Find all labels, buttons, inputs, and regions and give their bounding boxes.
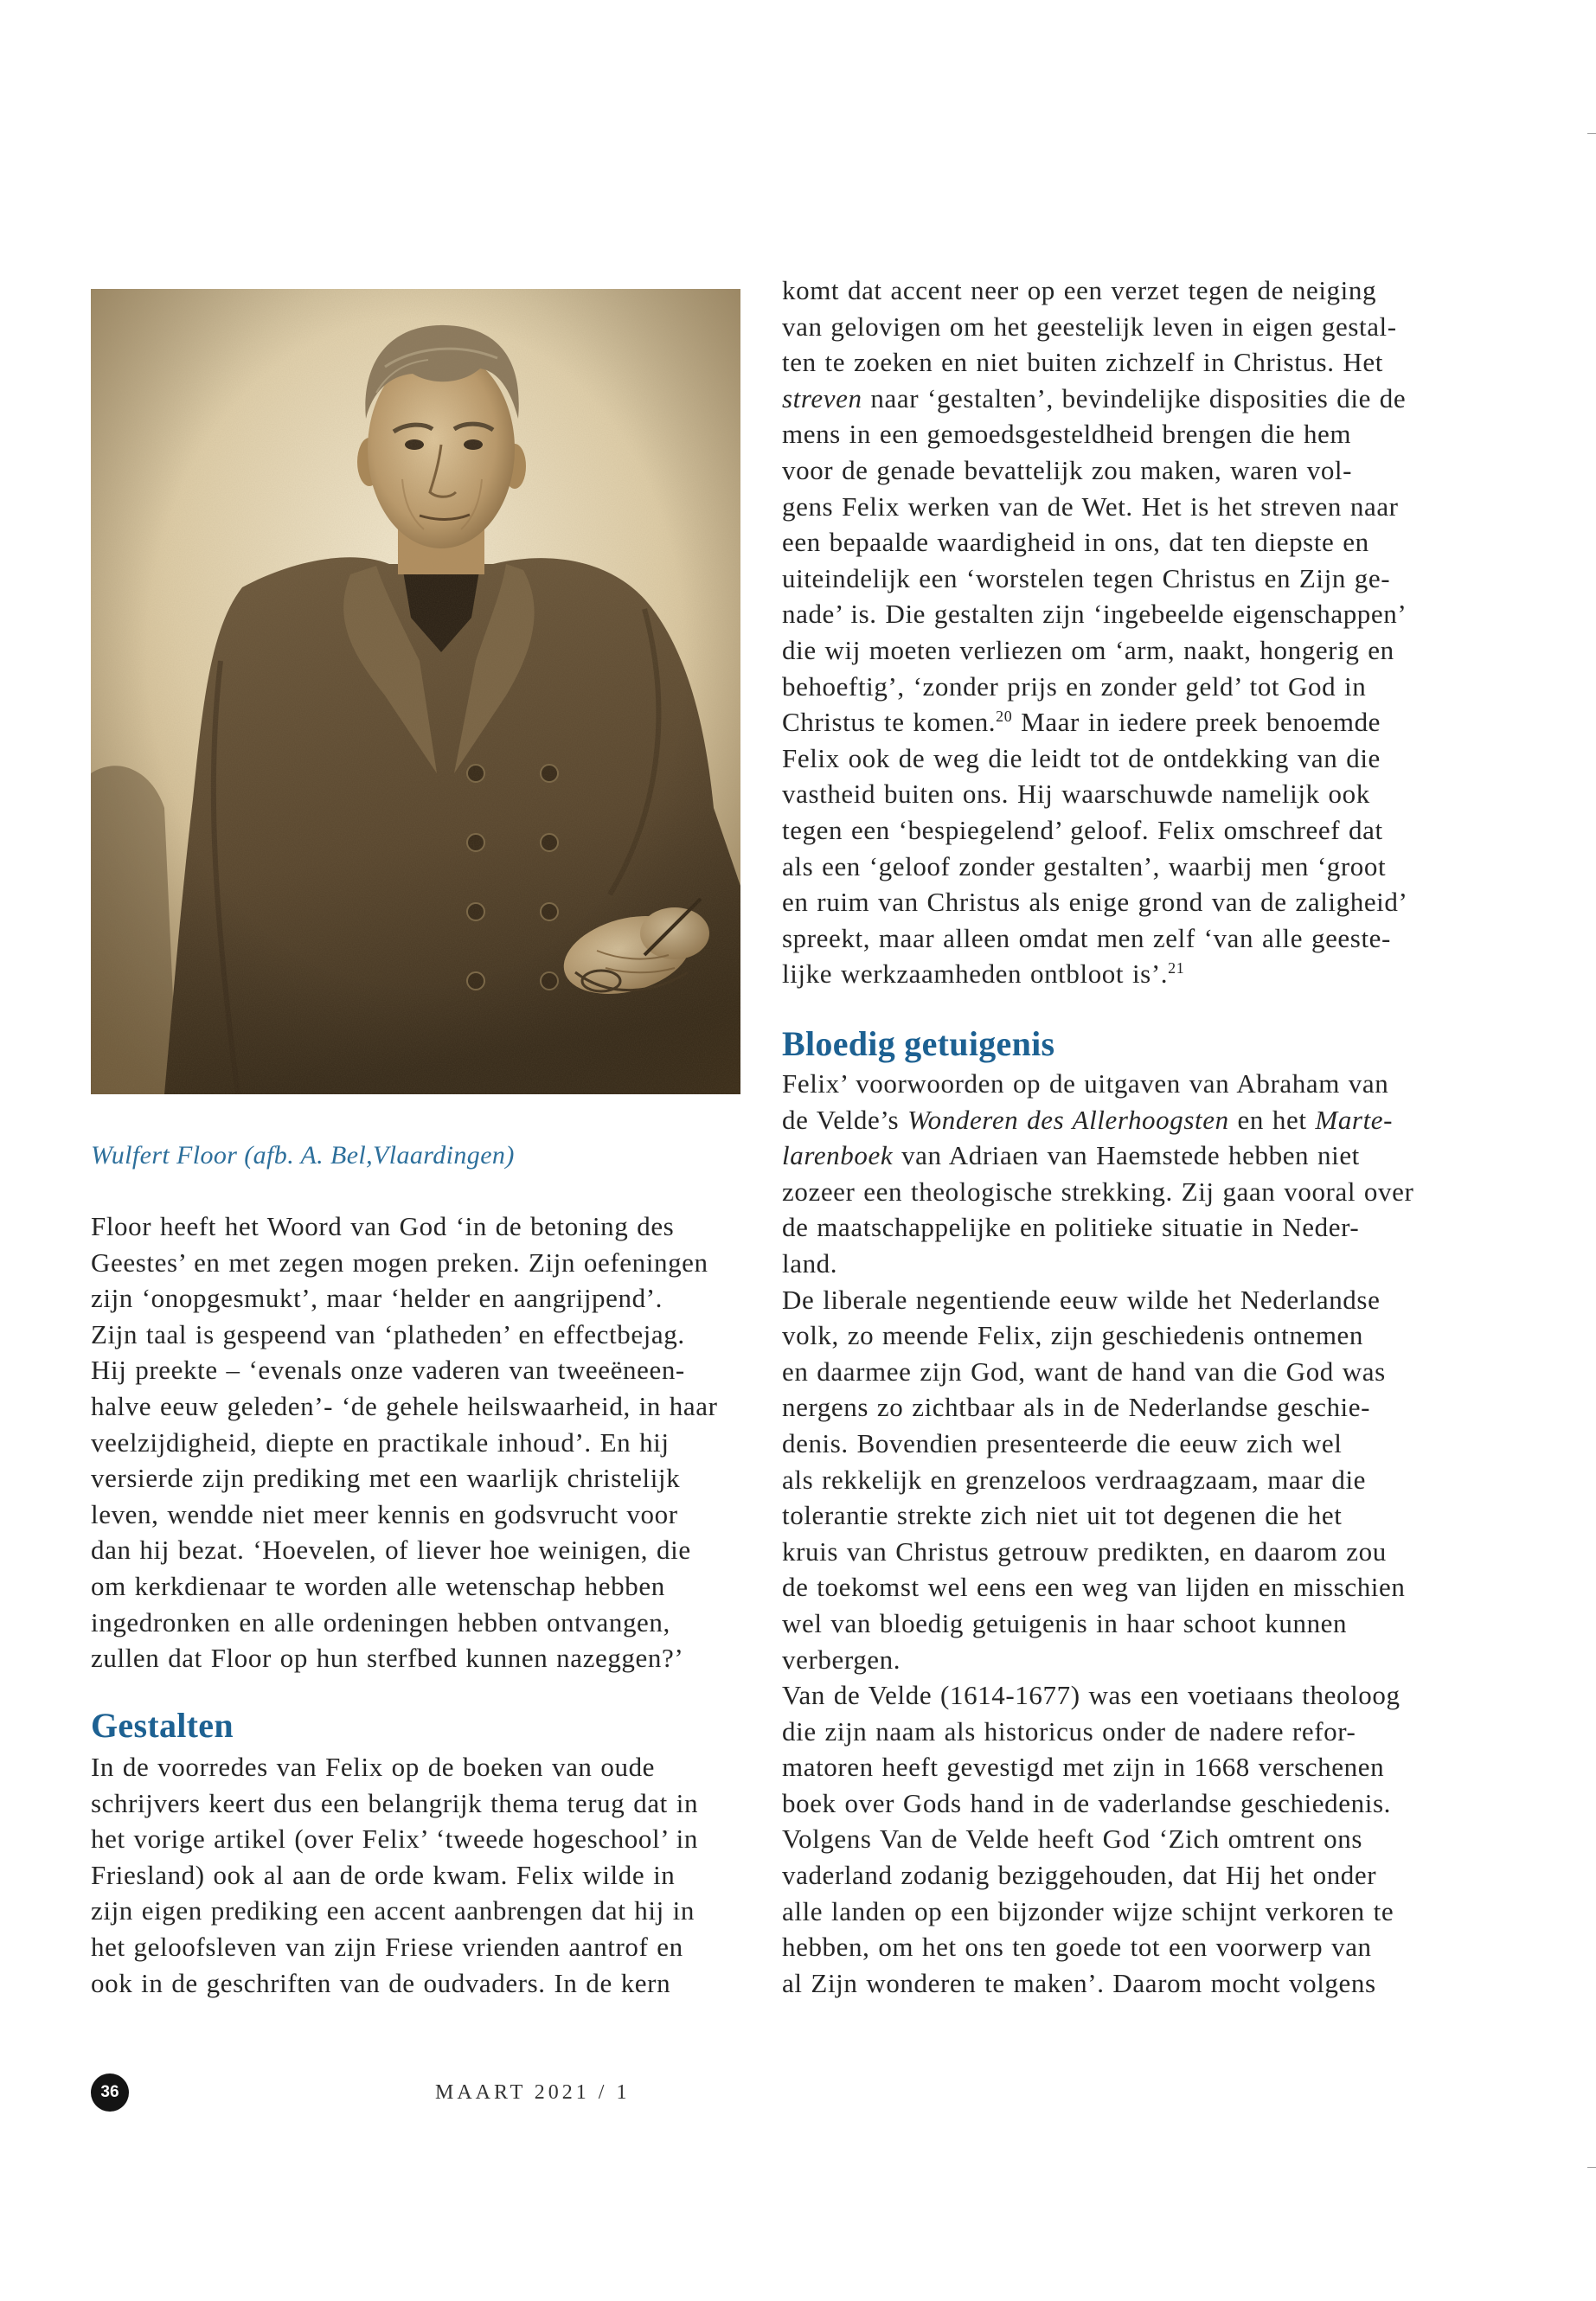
text-line: kruis van Christus getrouw predikten, en daarom zou — [782, 1535, 1387, 1567]
text-line: ingedronken en alle ordeningen hebben ontvangen, — [91, 1606, 670, 1638]
photo-caption: Wulfert Floor (afb. A. Bel,Vlaardingen) — [91, 1141, 515, 1170]
text-segment: Christus te komen. — [782, 707, 997, 738]
section-heading-bloedig-getuigenis: Bloedig getuigenis — [782, 1024, 1055, 1063]
text-line: denis. Bovendien presenteerde die eeuw zich wel — [782, 1427, 1343, 1458]
text-line: De liberale negentiende eeuw wilde het Nederlandse — [782, 1284, 1381, 1315]
text-line: ten te zoeken en niet buiten zichzelf in Christus. Het — [782, 347, 1383, 378]
text-line: schrijvers keert dus een belangrijk thema terug dat in — [91, 1787, 699, 1818]
text-line — [782, 956, 1407, 992]
text-line: die wij moeten verliezen om ‘arm, naakt, hongerig en — [782, 634, 1394, 665]
text-line: nade’ is. Die gestalten zijn ‘ingebeelde eigenschappen’ — [782, 599, 1407, 630]
text-segment: van Adriaen van Haemstede hebben niet — [893, 1140, 1360, 1171]
right-column-paragraph-2 — [782, 1066, 1413, 2001]
text-line: als rekkelijk en grenzeloos verdraagzaam, maar die — [782, 1464, 1367, 1495]
text-line: het geloofsleven van zijn Friese vrienden aantrof en — [91, 1931, 683, 1962]
text-segment: naar ‘gestalten’, bevindelijke disposities die de — [862, 382, 1407, 413]
text-line: tolerantie strekte zich niet uit tot degenen die het — [782, 1500, 1343, 1531]
text-line: behoeftig’, ‘zonder prijs en zonder geld’ tot God in — [782, 670, 1367, 702]
text-line: Felix’ voorwoorden op de uitgaven van Abraham van — [782, 1068, 1389, 1099]
text-line: land. — [782, 1247, 838, 1279]
text-line: als een ‘geloof zonder gestalten’, waarbij men ‘groot — [782, 850, 1387, 881]
left-column-paragraph-1 — [91, 1208, 718, 1676]
text-line: Geestes’ en met zegen mogen preken. Zijn oefeningen — [91, 1247, 708, 1278]
text-line: matoren heeft gevestigd met zijn in 1668 verschenen — [782, 1752, 1385, 1783]
text-line: de maatschappelijke en politieke situatie in Neder- — [782, 1212, 1360, 1243]
italic-text: streven — [782, 382, 862, 413]
section-heading-gestalten: Gestalten — [91, 1706, 234, 1745]
text-line: alle landen op een bijzonder wijze schijnt verkoren te — [782, 1895, 1394, 1926]
page-number-badge: 36 — [91, 2073, 129, 2112]
italic-text: larenboek — [782, 1140, 894, 1171]
footnote-reference: 20 — [996, 707, 1013, 725]
crop-mark — [1587, 133, 1596, 134]
text-line: volk, zo meende Felix, zijn geschiedenis ontnemen — [782, 1320, 1364, 1351]
text-line: vastheid buiten ons. Hij waarschuwde namelijk ook — [782, 779, 1370, 810]
left-column-paragraph-2 — [91, 1749, 698, 2001]
text-line: halve eeuw geleden’- ‘de gehele heilswaarheid, in haar — [91, 1390, 718, 1421]
text-line: Friesland) ook al aan de orde kwam. Felix wilde in — [91, 1859, 676, 1890]
text-line: Van de Velde (1614-1677) was een voetiaans theoloog — [782, 1680, 1401, 1711]
text-line: vaderland zodanig beziggehouden, dat Hij het onder — [782, 1860, 1377, 1891]
italic-text: Marte- — [1315, 1104, 1394, 1135]
text-line: zullen dat Floor op hun sterfbed kunnen nazeggen?’ — [91, 1643, 684, 1674]
text-line: van gelovigen om het geestelijk leven in eigen gestal- — [782, 311, 1397, 342]
issue-label: MAART 2021 / 1 — [435, 2081, 631, 2104]
text-line: de toekomst wel eens een weg van lijden en misschien — [782, 1572, 1406, 1603]
footnote-reference: 21 — [1168, 959, 1185, 977]
text-line: nergens zo zichtbaar als in de Nederlandse geschie- — [782, 1392, 1371, 1423]
text-line: Hij preekte – ‘evenals onze vaderen van tweeëneen- — [91, 1355, 685, 1386]
text-line — [782, 381, 1407, 417]
text-segment: Maar in iedere preek benoemde — [1012, 707, 1381, 738]
text-line — [782, 704, 1407, 740]
text-line: zozeer een theologische strekking. Zij gaan vooral over — [782, 1176, 1414, 1207]
text-line: tegen een ‘bespiegelend’ geloof. Felix omschreef dat — [782, 814, 1383, 845]
text-line: al Zijn wonderen te maken’. Daarom mocht volgens — [782, 1967, 1376, 1998]
text-line — [782, 1102, 1413, 1138]
text-line: een bepaalde waardigheid in ons, dat ten diepste en — [782, 527, 1369, 558]
right-column-paragraph-1 — [782, 272, 1407, 992]
portrait-image — [91, 289, 740, 1094]
text-line: het vorige artikel (over Felix’ ‘tweede hogeschool’ in — [91, 1823, 698, 1855]
text-line: veelzijdigheid, diepte en practikale inhoud’. En hij — [91, 1426, 670, 1458]
text-line: wel van bloedig getuigenis in haar schoot kunnen — [782, 1607, 1348, 1638]
text-line: verbergen. — [782, 1644, 901, 1675]
text-line — [782, 1138, 1413, 1174]
text-line: Volgens Van de Velde heeft God ‘Zich omtrent ons — [782, 1823, 1363, 1855]
text-line: uiteindelijk een ‘worstelen tegen Christus en Zijn ge- — [782, 562, 1391, 593]
text-line: zijn ‘onopgesmukt’, maar ‘helder en aangrijpend’. — [91, 1283, 663, 1314]
text-line: die zijn naam als historicus onder de nadere refor- — [782, 1715, 1356, 1747]
text-line: om kerkdienaar te worden alle wetenschap hebben — [91, 1570, 665, 1601]
text-line: ook in de geschriften van de oudvaders. In de kern — [91, 1967, 671, 1998]
text-line: Felix ook de weg die leidt tot de ontdekking van die — [782, 742, 1381, 773]
text-segment: lijke werkzaamheden ontbloot is’. — [782, 958, 1169, 990]
text-segment: de Velde’s — [782, 1104, 908, 1135]
text-line: en daarmee zijn God, want de hand van die God was — [782, 1356, 1386, 1387]
text-line: mens in een gemoedsgesteldheid brengen die hem — [782, 419, 1352, 450]
text-line: versierde zijn prediking met een waarlijk christelijk — [91, 1463, 681, 1494]
text-line: Floor heeft het Woord van God ‘in de betoning des — [91, 1211, 675, 1241]
text-line: In de voorredes van Felix op de boeken van oude — [91, 1752, 656, 1782]
text-line: hebben, om het ons ten goede tot een voorwerp van — [782, 1932, 1372, 1963]
text-line: en ruim van Christus als enige grond van de zaligheid’ — [782, 887, 1408, 918]
text-line: leven, wendde niet meer kennis en godsvrucht voor — [91, 1498, 678, 1529]
text-line: Zijn taal is gespeend van ‘platheden’ en effectbejag. — [91, 1318, 685, 1349]
portrait-photo — [91, 289, 740, 1094]
text-line: voor de genade bevattelijk zou maken, waren vol- — [782, 454, 1353, 485]
text-line: boek over Gods hand in de vaderlandse geschiedenis. — [782, 1787, 1391, 1818]
text-line: gens Felix werken van de Wet. Het is het streven naar — [782, 490, 1399, 522]
text-line: dan hij bezat. ‘Hoevelen, of liever hoe weinigen, die — [91, 1535, 691, 1566]
text-line: komt dat accent neer op een verzet tegen de neiging — [782, 275, 1377, 305]
text-line: zijn eigen prediking een accent aanbrengen dat hij in — [91, 1895, 695, 1926]
text-line: spreekt, maar alleen omdat men zelf ‘van alle geeste- — [782, 922, 1391, 953]
text-segment: en het — [1228, 1104, 1316, 1135]
italic-text: Wonderen des Allerhoogsten — [907, 1104, 1229, 1135]
crop-mark — [1587, 2167, 1596, 2168]
